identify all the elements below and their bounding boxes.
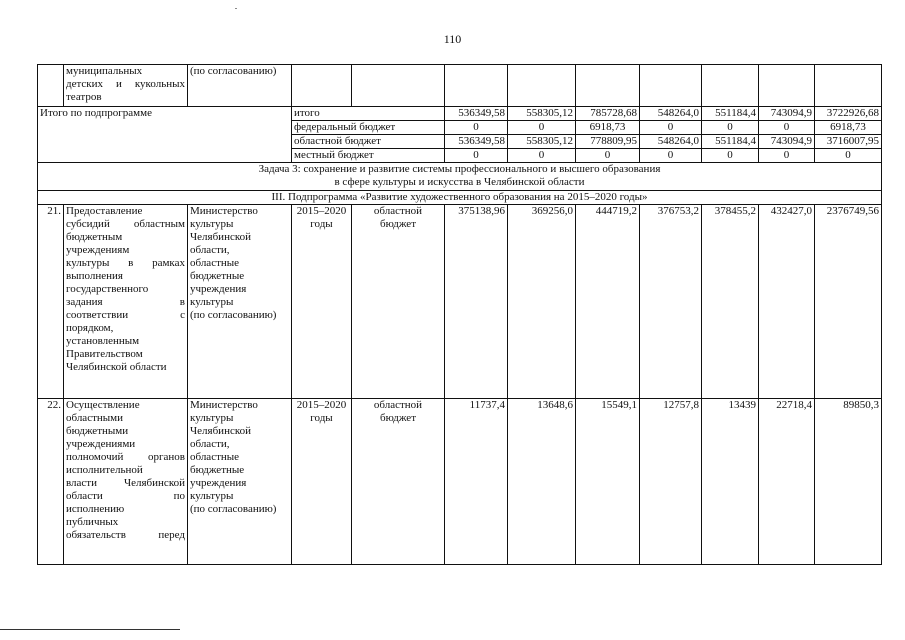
task-line: Задача 3: сохранение и развитие системы профессионального и высшего образования [258,163,661,175]
value-cell: 785728,68 [576,107,640,121]
name-line: полномочий органов [66,451,185,463]
value-cell [702,65,759,107]
executor-line: (по согласованию) [190,503,277,515]
value-cell: 3722926,68 [815,107,882,121]
executor-line: культуры [190,412,234,424]
subprogram-header: III. Подпрограмма «Развитие художественного образования на 2015–2020 годы» [38,191,882,205]
name-line: областными [66,412,124,424]
source-cell [352,205,445,399]
period-cell [292,205,352,399]
executor-line: учреждения [190,283,247,295]
name-line: субсидий областным [66,218,185,230]
name-line: театров [66,91,102,103]
name-line: учреждениям [66,244,130,256]
executor-line: области, [190,244,230,256]
value-cell: 0 [815,149,882,163]
period-cell [292,65,352,107]
activity-name-cell [64,65,188,107]
value-cell: 432427,0 [759,205,815,399]
value-cell [508,65,576,107]
executor-line: учреждения [190,477,247,489]
subprogram-header-row [38,191,882,205]
scan-artifact [235,8,237,9]
executor-line: (по согласованию) [190,309,277,321]
executor-line: Министерство [190,399,258,411]
period-line: годы [310,412,333,424]
subtotal-source: местный бюджет [292,149,445,163]
name-line: Челябинской области [66,361,167,373]
name-line: публичных [66,516,119,528]
value-cell: 551184,4 [702,135,759,149]
budget-table [37,64,882,565]
name-line: исполнению [66,503,125,515]
name-line: обязательств перед [66,529,185,541]
source-line: бюджет [380,412,416,424]
name-line: бюджетным [66,231,123,243]
task-line: в сфере культуры и искусства в Челябинской области [334,176,585,188]
executor-cell [188,205,292,399]
period-line: 2015–2020 [296,399,347,411]
value-cell: 558305,12 [508,107,576,121]
source-line: бюджет [380,218,416,230]
executor-cell: (по согласованию) [188,65,292,107]
value-cell: 778809,95 [576,135,640,149]
name-line: исполнительной [66,464,143,476]
value-cell: 743094,9 [759,135,815,149]
executor-line: культуры [190,296,234,308]
value-cell: 22718,4 [759,399,815,565]
name-line: Правительством [66,348,143,360]
executor-line: областные [190,451,240,463]
name-line: Предоставление [66,205,143,217]
value-cell: 548264,0 [640,107,702,121]
value-cell: 0 [508,121,576,135]
subtotal-row [38,107,882,121]
table-row [38,65,882,107]
executor-line: Челябинской [190,231,252,243]
executor-line: области, [190,438,230,450]
task-header-row [38,163,882,191]
value-cell: 0 [445,149,508,163]
period-line: годы [310,218,333,230]
value-cell: 536349,58 [445,135,508,149]
value-cell: 15549,1 [576,399,640,565]
subtotal-label: Итого по подпрограмме [38,107,292,163]
name-line: установленным [66,335,140,347]
name-line: выполнения [66,270,123,282]
value-cell: 0 [508,149,576,163]
value-cell: 2376749,56 [815,205,882,399]
value-cell: 375138,96 [445,205,508,399]
value-cell: 0 [640,149,702,163]
value-cell: 13648,6 [508,399,576,565]
row-number-cell [38,65,64,107]
value-cell: 558305,12 [508,135,576,149]
value-cell: 0 [702,149,759,163]
value-cell: 376753,2 [640,205,702,399]
row-number: 22. [38,399,64,565]
task-header [38,163,882,191]
source-line: областной [373,399,423,411]
table-row [38,399,882,565]
page-number: 110 [443,32,462,46]
value-cell: 536349,58 [445,107,508,121]
executor-line: Министерство [190,205,258,217]
value-cell: 369256,0 [508,205,576,399]
source-cell [352,399,445,565]
value-cell: 6918,73 [815,121,882,135]
value-cell: 6918,73 [576,121,640,135]
executor-line: культуры [190,218,234,230]
name-line: задания в [66,296,185,308]
value-cell: 0 [445,121,508,135]
name-line: области по [66,490,185,502]
executor-cell [188,399,292,565]
value-cell: 13439 [702,399,759,565]
name-line: порядком, [66,322,114,334]
name-line: соответствии с [66,309,185,321]
value-cell [640,65,702,107]
value-cell: 548264,0 [640,135,702,149]
subtotal-source: федеральный бюджет [292,121,445,135]
activity-name-cell [64,205,188,399]
name-line: Осуществление [66,399,140,411]
table-row [38,205,882,399]
subtotal-source: областной бюджет [292,135,445,149]
executor-line: бюджетные [190,270,245,282]
value-cell [759,65,815,107]
activity-name-cell [64,399,188,565]
period-line: 2015–2020 [296,205,347,217]
row-number: 21. [38,205,64,399]
source-line: областной [373,205,423,217]
value-cell: 378455,2 [702,205,759,399]
subtotal-source: итого [292,107,445,121]
executor-line: Челябинской [190,425,252,437]
name-line: бюджетными [66,425,129,437]
period-cell [292,399,352,565]
value-cell: 0 [702,121,759,135]
value-cell: 444719,2 [576,205,640,399]
source-cell [352,65,445,107]
name-line: муниципальных [66,65,143,77]
value-cell: 89850,3 [815,399,882,565]
value-cell: 743094,9 [759,107,815,121]
value-cell: 12757,8 [640,399,702,565]
value-cell [576,65,640,107]
name-line: детских и кукольных [66,78,185,90]
name-line: учреждениями [66,438,136,450]
value-cell: 3716007,95 [815,135,882,149]
value-cell: 0 [640,121,702,135]
value-cell: 11737,4 [445,399,508,565]
value-cell [815,65,882,107]
executor-line: областные [190,257,240,269]
executor-line: культуры [190,490,234,502]
name-line: власти Челябинской [66,477,185,489]
value-cell: 551184,4 [702,107,759,121]
name-line: культуры в рамках [66,257,185,269]
value-cell [445,65,508,107]
value-cell: 0 [759,149,815,163]
footnote-separator [0,629,180,630]
value-cell: 0 [576,149,640,163]
executor-line: бюджетные [190,464,245,476]
name-line: государственного [66,283,149,295]
value-cell: 0 [759,121,815,135]
